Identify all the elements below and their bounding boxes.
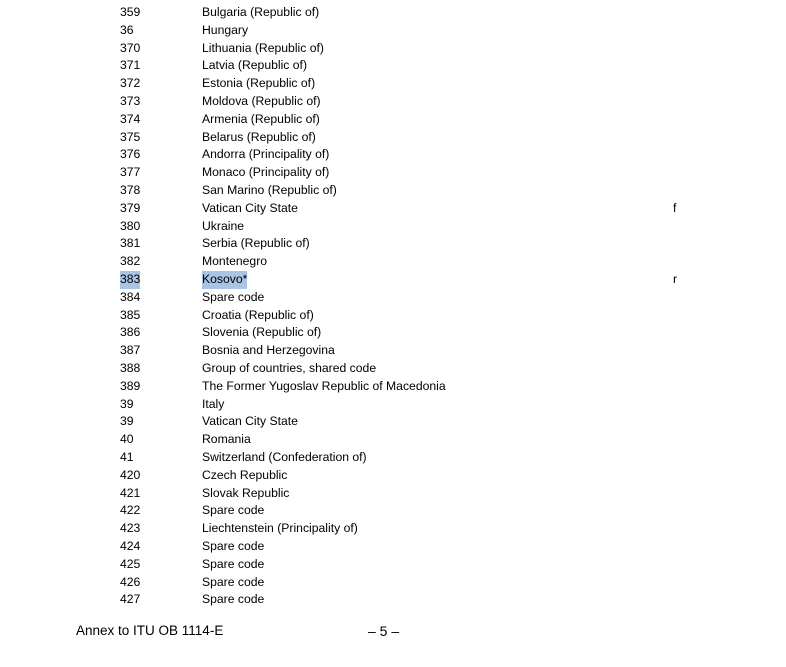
table-row[interactable] [0, 378, 786, 396]
country-code-cell: 382 [120, 254, 141, 269]
table-row[interactable] [0, 591, 786, 609]
country-code-cell: 373 [120, 93, 141, 108]
table-row[interactable] [0, 75, 786, 93]
country-name-cell: Andorra (Principality of) [202, 147, 330, 162]
country-name-cell: Vatican City State [202, 200, 298, 215]
country-name-cell: Monaco (Principality of) [202, 165, 330, 180]
footer-document-title: Annex to ITU OB 1114-E [76, 623, 224, 638]
country-code-cell: 425 [120, 556, 141, 571]
country-name-cell: Bulgaria (Republic of) [202, 5, 320, 19]
table-row[interactable] [0, 129, 786, 147]
table-row[interactable] [0, 182, 786, 200]
country-name-cell: Bosnia and Herzegovina [202, 343, 335, 358]
country-code-cell: 36 [120, 22, 134, 37]
country-name-cell: Slovak Republic [202, 485, 290, 500]
country-code-cell: 377 [120, 165, 141, 180]
country-name-cell: Spare code [202, 574, 265, 589]
country-code-cell: 422 [120, 503, 141, 518]
country-name-cell: Lithuania (Republic of) [202, 40, 324, 55]
table-row[interactable] [0, 413, 786, 431]
footer-page-number: – 5 – [368, 623, 400, 639]
country-code-cell: 385 [120, 307, 141, 322]
country-code-cell: 389 [120, 378, 141, 393]
country-code-cell: 41 [120, 449, 134, 464]
country-code-cell: 39 [120, 414, 134, 429]
country-code-cell: 426 [120, 574, 141, 589]
country-code-cell: 370 [120, 40, 141, 55]
table-row[interactable] [0, 396, 786, 414]
country-name-cell: Montenegro [202, 254, 268, 269]
country-code-cell: 378 [120, 182, 141, 197]
country-code-list [0, 4, 786, 609]
country-code-cell: 388 [120, 360, 141, 375]
country-code-cell: 424 [120, 538, 141, 553]
country-code-cell: 381 [120, 236, 141, 251]
table-row[interactable] [0, 556, 786, 574]
table-row[interactable] [0, 449, 786, 467]
country-code-cell: 375 [120, 129, 141, 144]
note-cell: r [673, 271, 678, 286]
country-name-cell: Kosovo* [202, 271, 247, 289]
country-name-cell: Ukraine [202, 218, 244, 233]
table-row[interactable] [0, 431, 786, 449]
country-code-cell: 427 [120, 592, 141, 607]
country-code-cell: 376 [120, 147, 141, 162]
country-name-cell: Latvia (Republic of) [202, 58, 307, 73]
country-name-cell: Spare code [202, 538, 265, 553]
table-row[interactable] [0, 342, 786, 360]
country-code-cell: 371 [120, 58, 141, 73]
country-code-cell: 421 [120, 485, 141, 500]
country-name-cell: The Former Yugoslav Republic of Macedonia [202, 378, 446, 393]
table-row[interactable] [0, 22, 786, 40]
country-name-cell: Croatia (Republic of) [202, 307, 314, 322]
table-row[interactable] [0, 164, 786, 182]
table-row[interactable] [0, 520, 786, 538]
table-row[interactable] [0, 93, 786, 111]
country-code-cell: 379 [120, 200, 141, 215]
table-row[interactable] [0, 253, 786, 271]
table-row[interactable] [0, 146, 786, 164]
table-row[interactable] [0, 538, 786, 556]
country-code-cell: 380 [120, 218, 141, 233]
country-name-cell: Estonia (Republic of) [202, 76, 316, 91]
table-row[interactable] [0, 235, 786, 253]
country-name-cell: Belarus (Republic of) [202, 129, 316, 144]
country-code-cell: 359 [120, 5, 141, 19]
country-name-cell: Armenia (Republic of) [202, 111, 320, 126]
country-code-cell: 374 [120, 111, 141, 126]
country-code-cell: 387 [120, 343, 141, 358]
country-name-cell: Slovenia (Republic of) [202, 325, 322, 340]
table-row[interactable] [0, 40, 786, 58]
table-row[interactable] [0, 574, 786, 592]
country-name-cell: Hungary [202, 22, 249, 37]
country-name-cell: Group of countries, shared code [202, 360, 377, 375]
country-name-cell: Czech Republic [202, 467, 288, 482]
country-name-cell: Spare code [202, 592, 265, 607]
note-cell: f [673, 200, 677, 215]
table-row[interactable] [0, 4, 786, 22]
country-code-cell: 40 [120, 432, 134, 447]
country-name-cell: Moldova (Republic of) [202, 93, 321, 108]
country-code-cell: 384 [120, 289, 141, 304]
country-name-cell: Italy [202, 396, 225, 411]
table-row[interactable] [0, 200, 786, 218]
table-row[interactable] [0, 289, 786, 307]
table-row[interactable] [0, 485, 786, 503]
country-code-cell: 420 [120, 467, 141, 482]
country-code-cell: 423 [120, 521, 141, 536]
page-footer [0, 620, 786, 642]
country-name-cell: Spare code [202, 503, 265, 518]
country-code-cell: 383 [120, 271, 140, 289]
country-name-cell: Spare code [202, 556, 265, 571]
country-code-cell: 386 [120, 325, 141, 340]
country-name-cell: Vatican City State [202, 414, 298, 429]
table-row[interactable] [0, 467, 786, 485]
country-name-cell: Switzerland (Confederation of) [202, 449, 367, 464]
table-row[interactable] [0, 360, 786, 378]
country-name-cell: Spare code [202, 289, 265, 304]
table-row[interactable] [0, 111, 786, 129]
table-row[interactable] [0, 324, 786, 342]
country-name-cell: Liechtenstein (Principality of) [202, 521, 358, 536]
table-row[interactable] [0, 307, 786, 325]
table-row[interactable] [0, 271, 786, 289]
table-row[interactable] [0, 502, 786, 520]
table-row[interactable] [0, 57, 786, 75]
country-code-cell: 372 [120, 76, 141, 91]
country-name-cell: Romania [202, 432, 251, 447]
table-row[interactable] [0, 218, 786, 236]
country-name-cell: Serbia (Republic of) [202, 236, 310, 251]
country-code-cell: 39 [120, 396, 134, 411]
country-name-cell: San Marino (Republic of) [202, 182, 337, 197]
